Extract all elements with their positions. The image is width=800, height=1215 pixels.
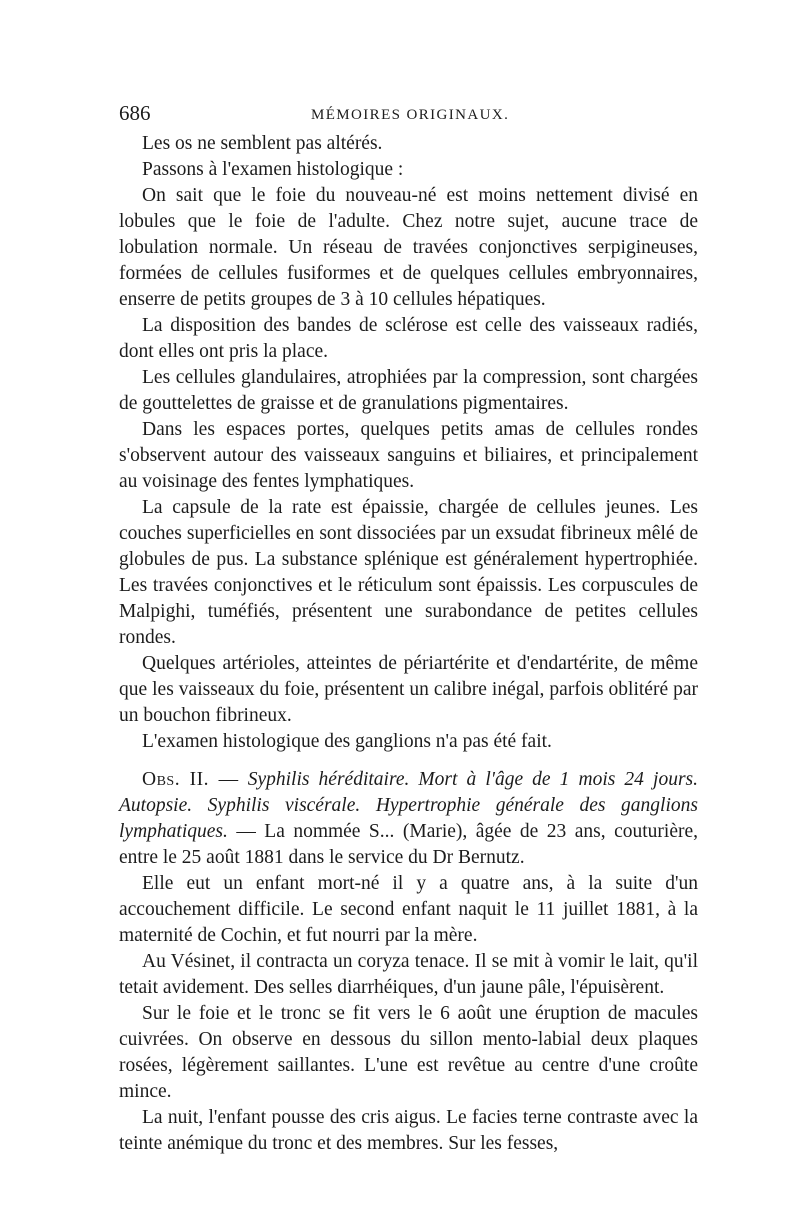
observation-title: Syphilis héréditaire. Mort à l'âge de 1 mois 24 jours. Autopsie. Syphilis viscérale. Hypertrophie générale des ganglions lymphatiques. — [119, 769, 698, 842]
paragraph: Sur le foie et le tronc se fit vers le 6 août une éruption de macules cuivrées. On observe en dessous du sillon mento-labial deux plaques rosées, légèrement saillantes. L'une est revêtue au centre d'une croûte mince. — [119, 1003, 698, 1102]
page-header — [119, 98, 699, 128]
observation-heading — [119, 767, 698, 871]
paragraph: Dans les espaces portes, quelques petits amas de cellules rondes s'observent autour des vaisseaux sanguins et biliaires, et principalement au voisinage des fentes lymphatiques. — [119, 419, 698, 492]
paragraph: Les cellules glandulaires, atrophiées par la compression, sont chargées de gouttelettes de graisse et de granulations pigmentaires. — [119, 367, 698, 414]
observation-label: Obs. II. — — [142, 769, 239, 790]
paragraph: Quelques artérioles, atteintes de périartérite et d'endartérite, de même que les vaisseaux du foie, présentent un calibre inégal, parfois oblitéré par un bouchon fibrineux. — [119, 653, 698, 726]
paragraph: L'examen histologique des ganglions n'a pas été fait. — [142, 731, 552, 752]
paragraph: Au Vésinet, il contracta un coryza tenace. Il se mit à vomir le lait, qu'il tetait avidement. Des selles diarrhéiques, d'un jaune pâle, l'épuisèrent. — [119, 951, 698, 998]
paragraph: La capsule de la rate est épaissie, chargée de cellules jeunes. Les couches superficielles en sont dissociées par un exsudat fibrineux mêlé de globules de pus. La substance splénique est généralement hypertrophiée. Les travées conjonctives et le réticulum sont épaissis. Les corpuscules de Malpighi, tuméfiés, présentent une surabondance de petites cellules rondes. — [119, 497, 698, 648]
page-number: 686 — [119, 101, 151, 125]
paragraph: Les os ne semblent pas altérés. — [142, 133, 383, 154]
paragraph: La disposition des bandes de sclérose est celle des vaisseaux radiés, dont elles ont pris la place. — [119, 315, 698, 362]
body-text — [119, 131, 698, 1157]
paragraph: La nuit, l'enfant pousse des cris aigus. Le facies terne contraste avec la teinte anémique du tronc et des membres. Sur les fesses, — [119, 1107, 698, 1154]
paragraph: On sait que le foie du nouveau-né est moins nettement divisé en lobules que le foie de l'adulte. Chez notre sujet, aucune trace de lobulation normale. Un réseau de travées conjonctives serpigineuses, formées de cellules fusiformes et de quelques cellules embryonnaires, enserre de petits groupes de 3 à 10 cellules hépatiques. — [119, 185, 698, 310]
running-head: MÉMOIRES ORIGINAUX. — [311, 107, 510, 123]
paragraph: Passons à l'examen histologique : — [142, 159, 404, 180]
observation-text: — La nommée S... (Marie), âgée de 23 ans, couturière, entre le 25 août 1881 dans le service du Dr Bernutz. — [119, 821, 698, 868]
paragraph: Elle eut un enfant mort-né il y a quatre ans, à la suite d'un accouchement difficile. Le second enfant naquit le 11 juillet 1881, à la maternité de Cochin, et fut nourri par la mère. — [119, 873, 698, 946]
